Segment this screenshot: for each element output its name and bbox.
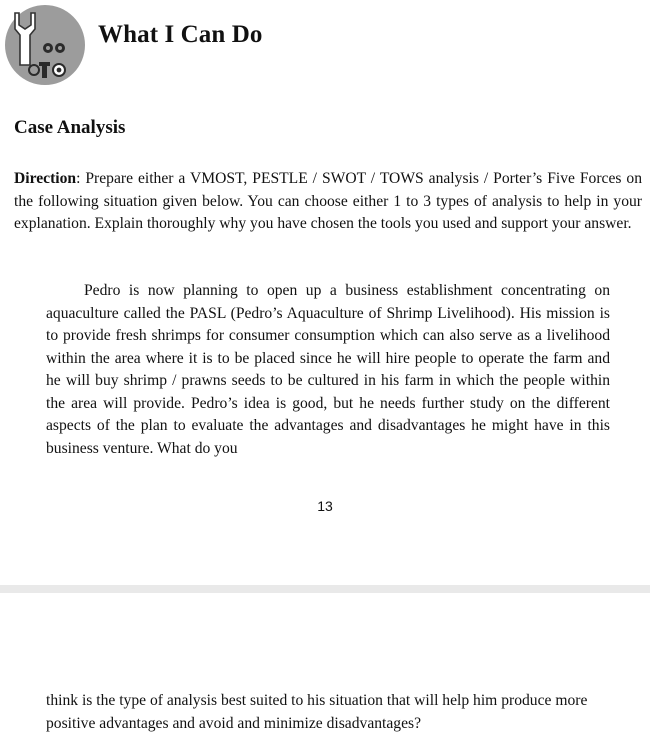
direction-label: Direction	[14, 170, 77, 187]
page-number: 13	[317, 498, 333, 514]
direction-paragraph	[14, 168, 642, 236]
page-14	[0, 593, 650, 740]
case-paragraph: Pedro is now planning to open up a business establishment concentrating on aquaculture called the PASL (Pedro’s Aquaculture of Shrimp Livelihood). His mission is to provide fresh shrimps for consumer consumption which can also serve as a livelihood within the area where it is to be placed since he will hire people to operate the farm and he will buy shrimp / prawns seeds to be cultured in his farm in which the people within the area will provide. Pedro’s idea is good, but he needs further study on the different aspects of the plan to evaluate the advantages and disadvantages he might have in this business venture. What do you	[46, 282, 610, 457]
section-title: What I Can Do	[98, 21, 263, 48]
case-continuation: think is the type of analysis best suited to his situation that will help him produce more positive advantages and avoid and minimize disadvantages?	[46, 692, 588, 732]
page-divider	[0, 585, 650, 593]
activity-title: Case Analysis	[14, 117, 126, 138]
tools-icon	[5, 5, 85, 85]
direction-text: : Prepare either a VMOST, PESTLE / SWOT / TOWS analysis / Porter’s Five Forces on the following situation given below. You can choose either 1 to 3 types of analysis to help in your explanation. Explain thoroughly why you have chosen the tools you used and support your answer.	[14, 170, 642, 232]
